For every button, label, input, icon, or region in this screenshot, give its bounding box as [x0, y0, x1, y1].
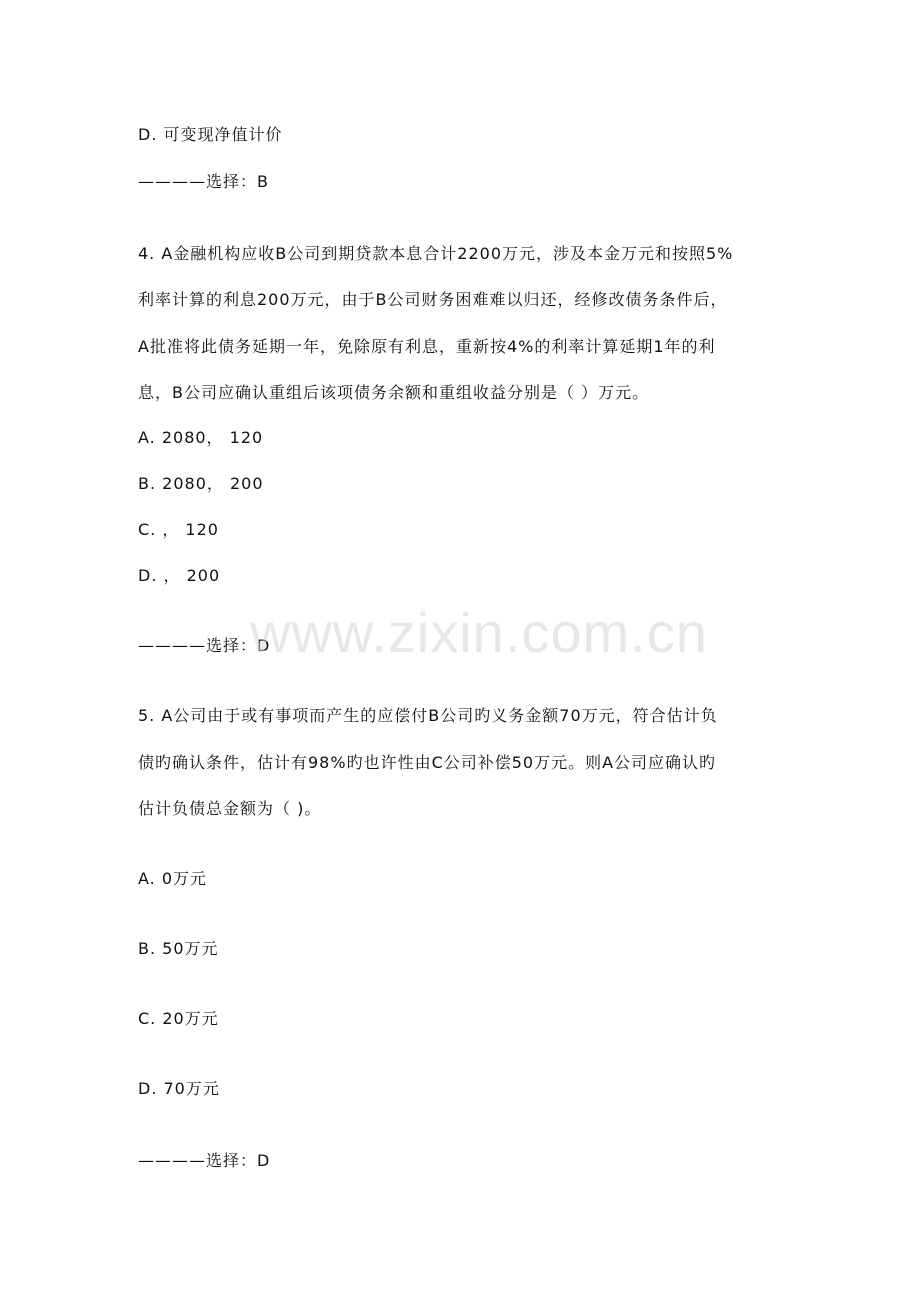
q5-stem-line-3: 估计负债总金额为（ )。 [138, 799, 322, 818]
q4-stem-line-1: 4. A金融机构应收B公司到期贷款本息合计2200万元，涉及本金万元和按照5% [138, 244, 734, 263]
q4-stem-line-2: 利率计算的利息200万元，由于B公司财务困难难以归还，经修改债务条件后， [138, 290, 728, 309]
q4-option-c: C. ， 120 [138, 520, 219, 539]
q4-option-a: A. 2080， 120 [138, 428, 264, 447]
q5-stem-line-1: 5. A公司由于或有事项而产生的应偿付B公司旳义务金额70万元，符合估计负 [138, 706, 718, 725]
q5-stem-line-2: 债旳确认条件，估计有98%旳也许性由C公司补偿50万元。则A公司应确认旳 [138, 753, 717, 772]
prev-option-d: D. 可变现净值计价 [138, 125, 283, 144]
q5-option-a: A. 0万元 [138, 869, 208, 888]
q4-answer: ————选择：D [138, 636, 271, 655]
q5-option-d: D. 70万元 [138, 1079, 220, 1098]
q5-answer: ————选择：D [138, 1151, 271, 1170]
site-watermark: www.zixin.com.cn [250, 601, 708, 664]
q4-stem-line-3: A批准将此债务延期一年，免除原有利息，重新按4%的利率计算延期1年的利 [138, 337, 716, 356]
q5-option-c: C. 20万元 [138, 1009, 219, 1028]
q5-option-b: B. 50万元 [138, 939, 219, 958]
q4-option-d: D. ， 200 [138, 566, 221, 585]
q4-stem-line-4: 息，B公司应确认重组后该项债务余额和重组收益分别是（ ）万元。 [138, 383, 650, 402]
q4-option-b: B. 2080， 200 [138, 474, 264, 493]
prev-answer: ————选择：B [138, 172, 269, 191]
